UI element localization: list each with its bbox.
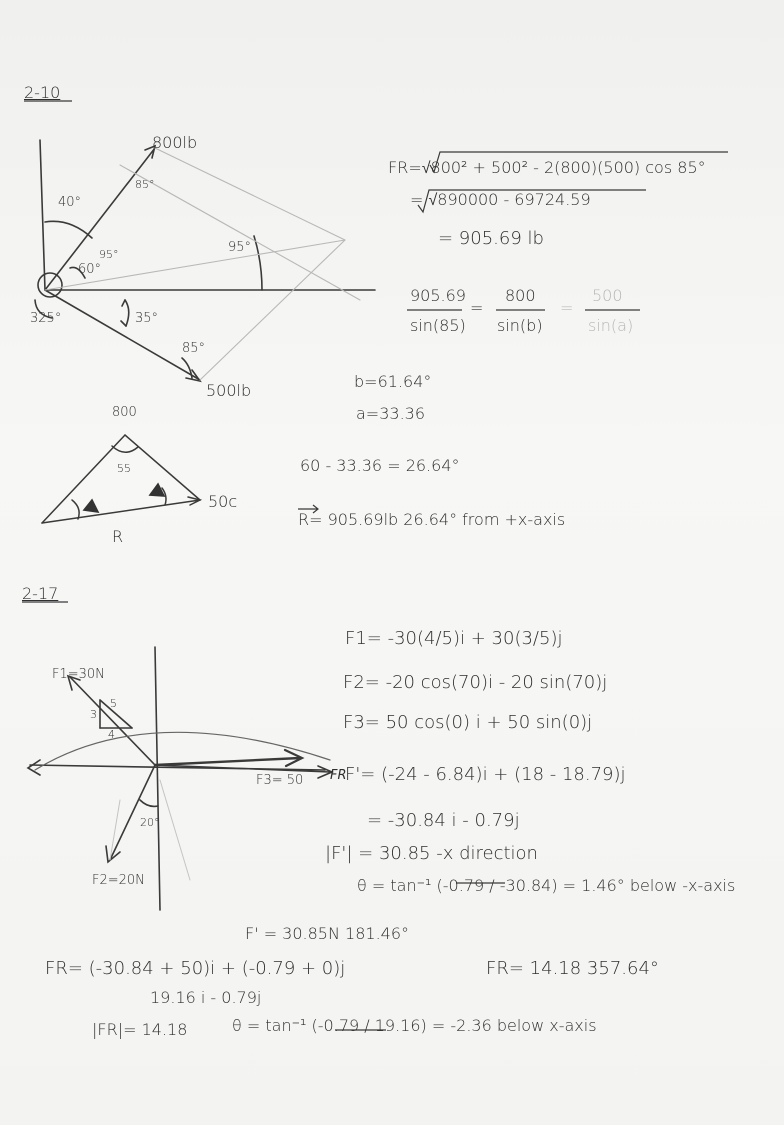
- triangle-55-label: 55: [117, 462, 131, 475]
- law-sines-num-b: 800: [505, 286, 536, 305]
- f2-equation: F2= -20 cos(70)i - 20 sin(70)j: [343, 672, 608, 693]
- fprime-final: F' = 30.85N 181.46°: [245, 924, 410, 943]
- law-sines-den-a: sin(85): [410, 316, 466, 335]
- fr-components: 19.16 i - 0.79j: [150, 988, 262, 1007]
- force-500-label: 500lb: [206, 381, 252, 400]
- angle-95-right-label: 95°: [228, 240, 252, 255]
- force-fr-arrow: [155, 765, 330, 772]
- force-f2-arrow: [110, 765, 155, 860]
- y-axis-2-line: [155, 647, 160, 910]
- angle-85-bottom-label: 85°: [182, 341, 206, 356]
- law-sines-num-c: 500: [592, 286, 623, 305]
- f3-equation: F3= 50 cos(0) i + 50 sin(0)j: [343, 712, 593, 733]
- law-sines-num-a: 905.69: [410, 286, 466, 305]
- angle-85-top-label: 85°: [135, 178, 155, 191]
- force-800-label: 800lb: [152, 133, 198, 152]
- tri-5-label: 5: [110, 697, 117, 710]
- angle-20-label: 20°: [140, 816, 160, 829]
- fr-label: FR: [330, 768, 347, 783]
- f3-label: F3= 50: [256, 773, 304, 788]
- f1-label: F1=30N: [52, 667, 105, 682]
- theta-equation: θ = tan⁻¹ (-0.79 / -30.84) = 1.46° below -x-axis: [357, 876, 736, 895]
- angle-35-label: 35°: [135, 311, 159, 326]
- fr-result: FR= 14.18 357.64°: [486, 958, 659, 979]
- theta-2-equation: θ = tan⁻¹ (-0.79 / 19.16) = -2.36 below x-axis: [232, 1016, 597, 1035]
- force-f1-arrow: [70, 677, 155, 765]
- fr-equation-2: = √890000 - 69724.59: [410, 190, 591, 209]
- triangle-500-label: 50c: [208, 492, 238, 511]
- law-sines-den-c: sin(a): [588, 316, 634, 335]
- triangle-r-label: R: [112, 527, 124, 546]
- fprime-magnitude: |F'| = 30.85 -x direction: [325, 843, 538, 864]
- law-sines-den-b: sin(b): [497, 316, 543, 335]
- a-value: a=33.36: [356, 404, 426, 423]
- angle-difference: 60 - 33.36 = 26.64°: [300, 456, 460, 475]
- y-axis-line: [40, 140, 45, 290]
- equals-sign-1: =: [470, 298, 484, 317]
- equals-sign-2: =: [560, 298, 574, 317]
- fprime-simplified: = -30.84 i - 0.79j: [367, 810, 520, 831]
- triangle-800-label: 800: [112, 405, 137, 420]
- tri-4-label: 4: [108, 728, 115, 741]
- angle-95-left-label: 95°: [99, 248, 119, 261]
- angle-40-label: 40°: [58, 195, 82, 210]
- f2-label: F2=20N: [92, 873, 145, 888]
- fr-equation-3: = 905.69 lb: [438, 228, 544, 249]
- problem-label-2-10: 2-10: [24, 83, 61, 102]
- tri-3-label: 3: [90, 708, 97, 721]
- fr-sum-equation: FR= (-30.84 + 50)i + (-0.79 + 0)j: [45, 958, 346, 979]
- fprime-equation: F'= (-24 - 6.84)i + (18 - 18.79)j: [345, 764, 626, 785]
- force-f3-arrow: [155, 758, 300, 765]
- b-value: b=61.64°: [354, 372, 432, 391]
- fr-magnitude: |FR|= 14.18: [92, 1020, 188, 1039]
- result-2-10: R= 905.69lb 26.64° from +x-axis: [298, 510, 566, 529]
- f1-equation: F1= -30(4/5)i + 30(3/5)j: [345, 628, 563, 649]
- angle-60-label: 60°: [78, 262, 102, 277]
- fr-equation-1: FR=√800² + 500² - 2(800)(500) cos 85°: [388, 158, 706, 177]
- angle-325-label: 325°: [30, 311, 62, 326]
- problem-label-2-17: 2-17: [22, 584, 59, 603]
